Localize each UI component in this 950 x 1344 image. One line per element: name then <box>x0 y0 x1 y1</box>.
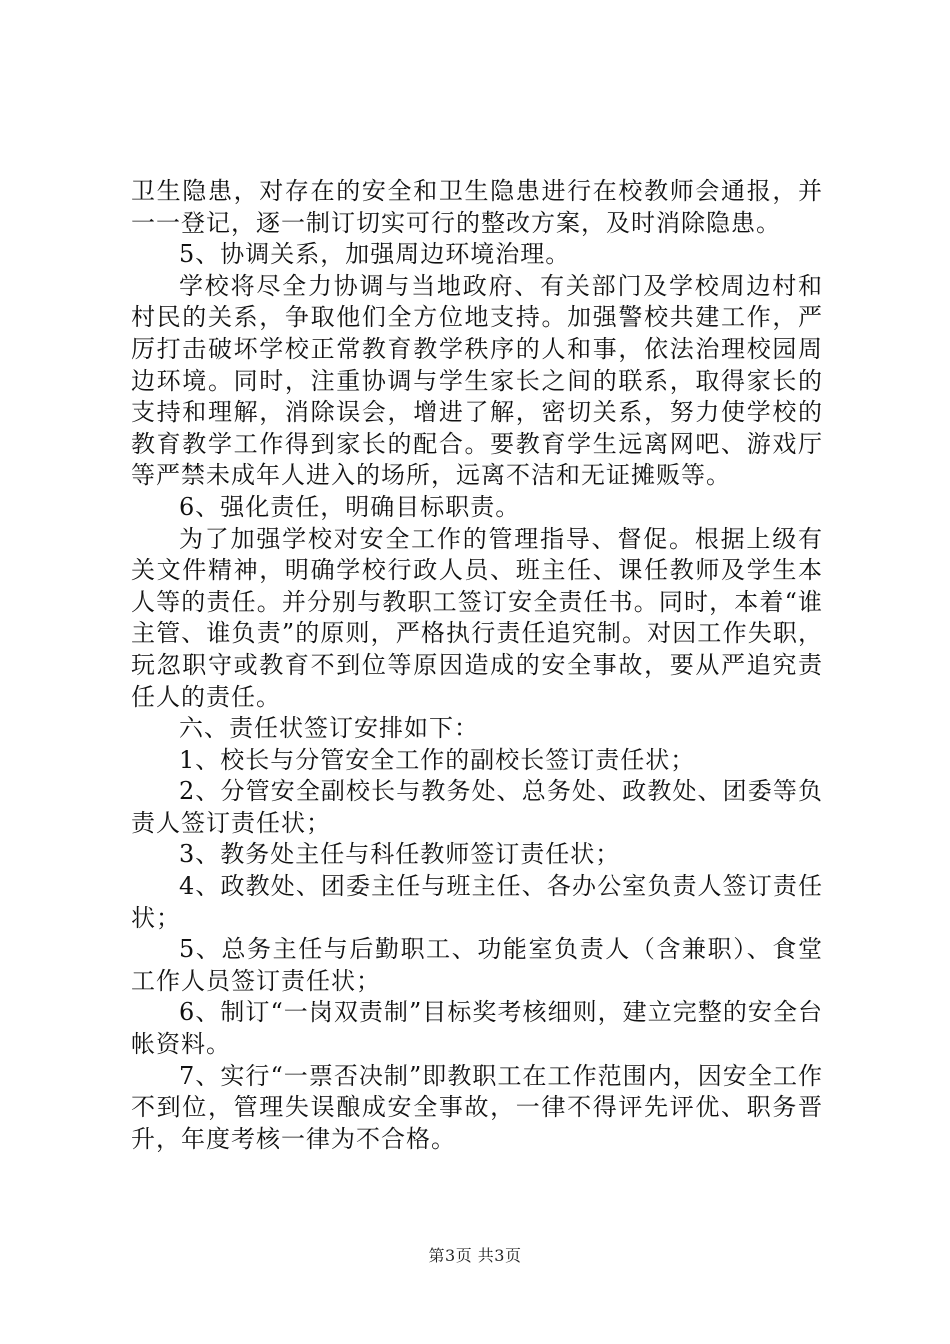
document-body <box>131 176 823 1155</box>
list-item-7: 7、实行“一票否决制”即教职工在工作范围内，因安全工作不到位，管理失误酿成安全事故，一律不得评先评优、职务晋升，年度考核一律为不合格。 <box>131 1061 823 1153</box>
heading-coordinate-relations: 5、协调关系，加强周边环境治理。 <box>179 240 571 269</box>
list-item-6: 6、制订“一岗双责制”目标奖考核细则，建立完整的安全台帐资料。 <box>131 998 823 1059</box>
heading-strengthen-responsibility: 6、强化责任，明确目标职责。 <box>179 492 521 521</box>
page-number-footer: 第3页 共3页 <box>428 1246 522 1265</box>
heading-responsibility-signing: 六、责任状签订安排如下： <box>179 714 479 743</box>
list-item-1: 1、校长与分管安全工作的副校长签订责任状； <box>179 745 696 774</box>
list-item-3: 3、教务处主任与科任教师签订责任状； <box>179 840 621 869</box>
list-item-4: 4、政教处、团委主任与班主任、各办公室负责人签订责任状； <box>131 872 823 932</box>
list-item-5: 5、总务主任与后勤职工、功能室负责人（含兼职）、食堂工作人员签订责任状； <box>131 935 823 995</box>
paragraph-strengthen-responsibility: 为了加强学校对安全工作的管理指导、督促。根据上级有关文件精神，明确学校行政人员、班主任、课任教师及学生本人等的责任。并分别与教职工签订安全责任书。同时，本着“谁主管、谁负责”的原则，严格执行责任追究制。对因工作失职，玩忽职守或教育不到位等原因造成的安全事故，要从严追究责任人的责任。 <box>131 524 823 711</box>
list-item-2: 2、分管安全副校长与教务处、总务处、政教处、团委等负责人签订责任状； <box>131 777 823 837</box>
paragraph-hazard-continuation: 卫生隐患，对存在的安全和卫生隐患进行在校教师会通报，并一一登记，逐一制订切实可行的整改方案，及时消除隐患。 <box>131 177 823 237</box>
paragraph-coordinate-relations: 学校将尽全力协调与当地政府、有关部门及学校周边村和村民的关系，争取他们全方位地支持。加强警校共建工作，严厉打击破坏学校正常教育教学秩序的人和事，依法治理校园周边环境。同时，注重协调与学生家长之间的联系，取得家长的支持和理解，消除误会，增进了解，密切关系，努力使学校的教育教学工作得到家长的配合。要教育学生远离网吧、游戏厅等严禁未成年人进入的场所，远离不洁和无证摊贩等。 <box>131 271 823 490</box>
